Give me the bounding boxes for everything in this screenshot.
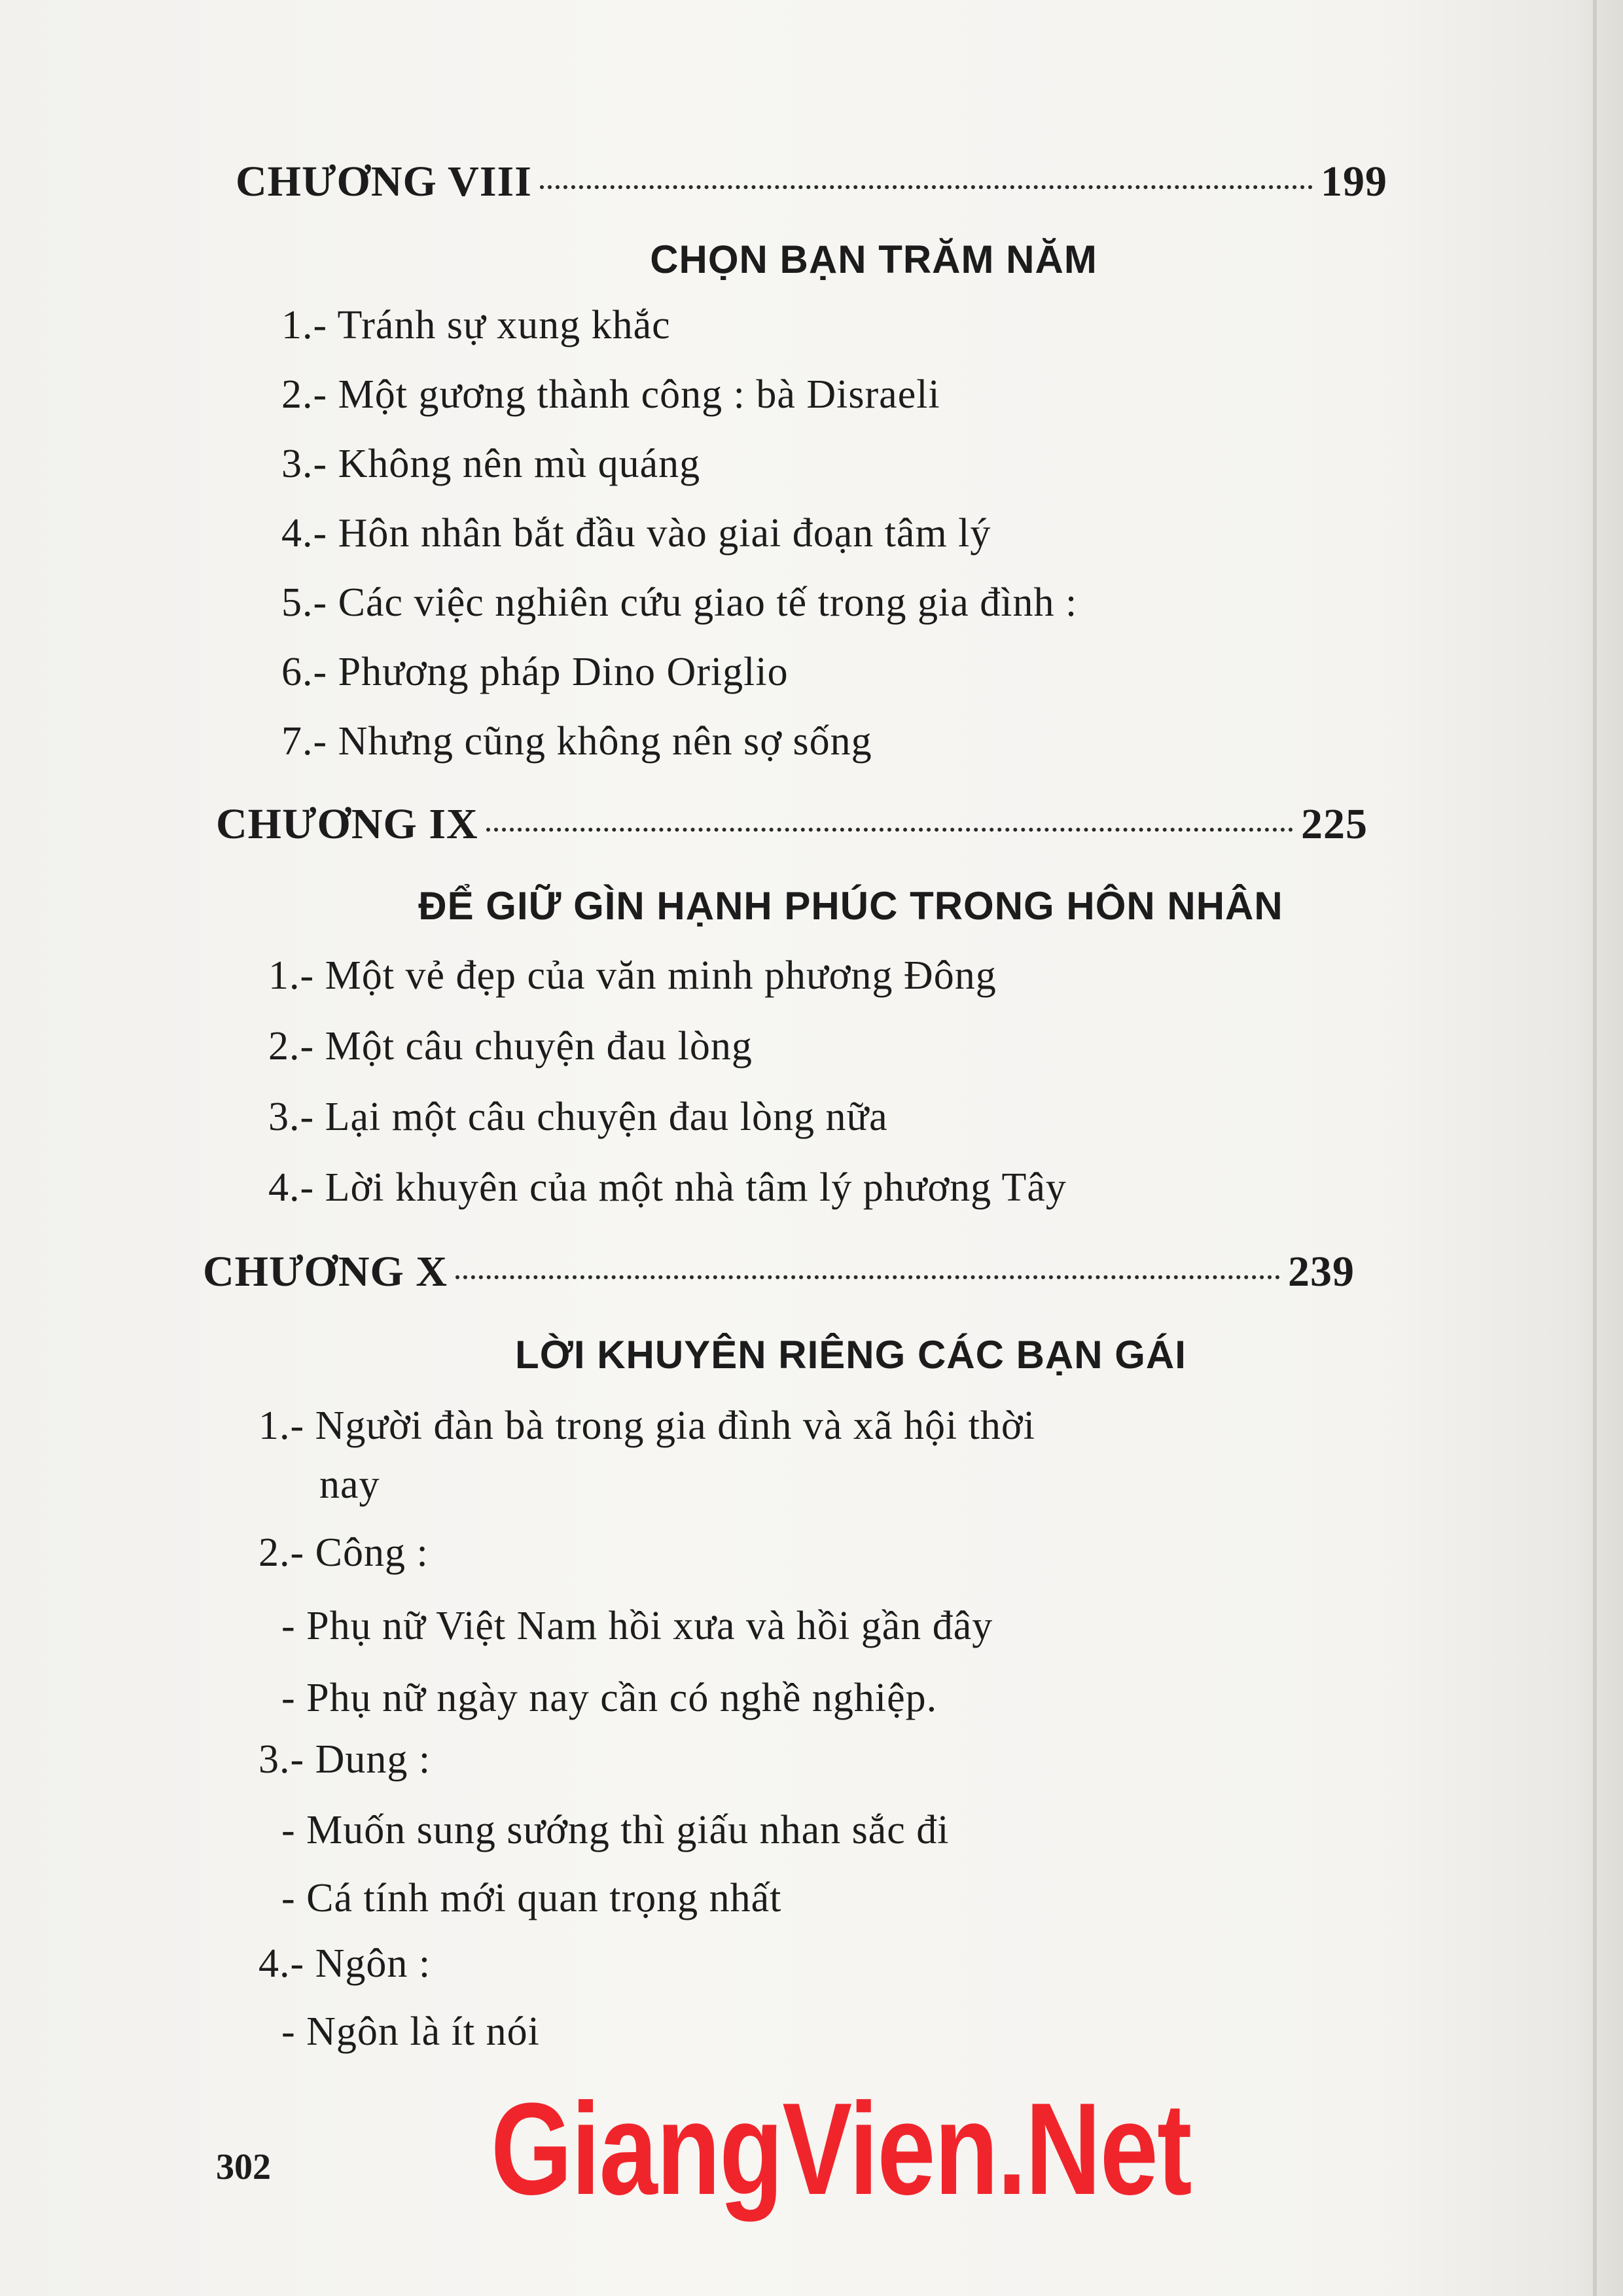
page-edge [1593,0,1597,2296]
dot-leader [455,1275,1280,1279]
toc-item: - Phụ nữ Việt Nam hồi xưa và hồi gần đây [281,1604,993,1648]
toc-item: 4.- Lời khuyên của một nhà tâm lý phương Tây [268,1165,1067,1210]
chapter-9-heading [216,800,1368,849]
toc-item: - Phụ nữ ngày nay cần có nghề nghiệp. [281,1676,938,1720]
chapter-10-page: 239 [1288,1248,1355,1296]
chapter-8-title: CHƯƠNG VIII [236,158,532,205]
watermark-logo: GiangVien.Net [491,2076,1191,2222]
toc-item: 4.- Ngôn : [259,1941,431,1986]
toc-item: 3.- Lại một câu chuyện đau lòng nữa [268,1095,888,1139]
toc-item: 3.- Dung : [259,1737,431,1782]
toc-item: 2.- Một gương thành công : bà Disraeli [281,372,940,417]
toc-item: 1.- Người đàn bà trong gia đình và xã hội thời [259,1404,1035,1448]
toc-item: 2.- Công : [259,1530,429,1575]
chapter-10-subtitle: LỜI KHUYÊN RIÊNG CÁC BẠN GÁI [515,1333,1186,1377]
toc-item: 4.- Hôn nhân bắt đầu vào giai đoạn tâm lý [281,511,991,556]
chapter-9-subtitle: ĐỂ GIỮ GÌN HẠNH PHÚC TRONG HÔN NHÂN [418,884,1283,928]
toc-item: 3.- Không nên mù quáng [281,442,701,486]
chapter-8-subtitle: CHỌN BẠN TRĂM NĂM [650,238,1097,281]
chapter-9-title: CHƯƠNG IX [216,800,478,848]
toc-item: nay [319,1462,380,1507]
toc-item: - Muốn sung sướng thì giấu nhan sắc đi [281,1808,950,1852]
chapter-8-heading [236,157,1387,207]
chapter-9-page: 225 [1301,800,1368,848]
toc-item: - Cá tính mới quan trọng nhất [281,1876,782,1920]
toc-item: 6.- Phương pháp Dino Origlio [281,650,789,694]
toc-item: 1.- Một vẻ đẹp của văn minh phương Đông [268,953,997,998]
dot-leader [540,185,1313,189]
toc-item: 1.- Tránh sự xung khắc [281,303,671,347]
toc-item: 5.- Các việc nghiên cứu giao tế trong gia đình : [281,580,1078,625]
toc-item: 2.- Một câu chuyện đau lòng [268,1024,753,1069]
dot-leader [486,828,1293,832]
toc-item: - Ngôn là ít nói [281,2009,540,2054]
toc-item: 7.- Nhưng cũng không nên sợ sống [281,719,872,764]
chapter-10-title: CHƯƠNG X [203,1248,448,1296]
chapter-8-page: 199 [1321,158,1387,205]
chapter-10-heading [203,1247,1355,1297]
page-number: 302 [216,2147,271,2187]
